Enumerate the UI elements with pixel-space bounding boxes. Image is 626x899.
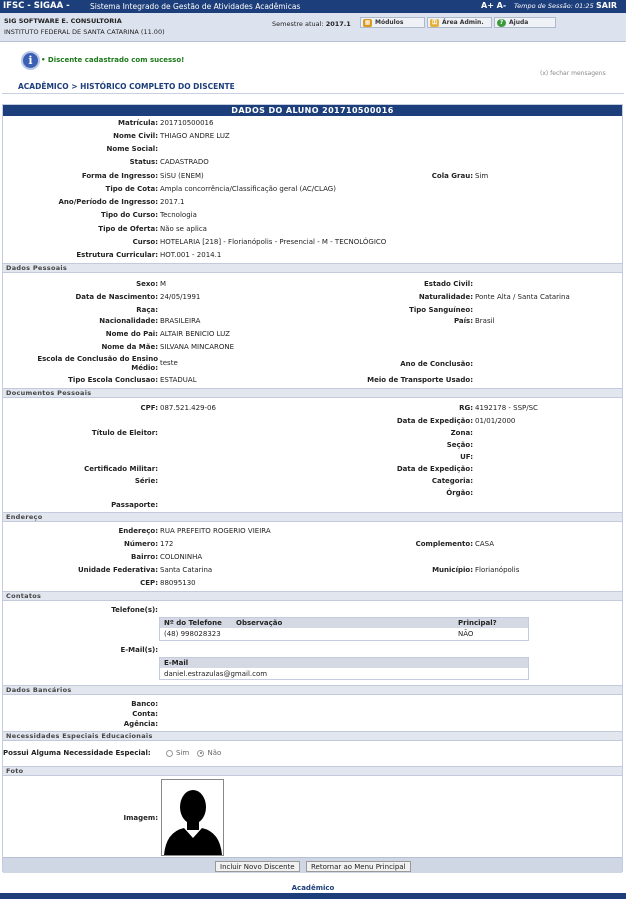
complement-value: CASA <box>475 540 495 548</box>
category-label: Categoria: <box>431 477 473 485</box>
section-personal: Dados Pessoais <box>3 263 622 273</box>
district-label: Bairro: <box>131 553 158 561</box>
rg-expedition-value: 01/01/2000 <box>475 417 516 425</box>
section-special-needs: Necessidades Especiais Educacionais <box>3 731 622 741</box>
school-type-value: ESTADUAL <box>160 376 197 384</box>
student-field-label: Tipo de Cota: <box>105 185 158 193</box>
city-value: Florianópolis <box>475 566 520 574</box>
modules-button[interactable] <box>360 17 425 28</box>
org-name: SIG SOFTWARE E. CONSULTORIA <box>4 17 122 25</box>
person-silhouette-icon <box>162 780 223 855</box>
nationality-value: BRASILEIRA <box>160 317 201 325</box>
radio-yes-label: Sim <box>176 749 190 757</box>
birth-value: 24/05/1991 <box>160 293 201 301</box>
cpf-label: CPF: <box>140 404 158 412</box>
father-label: Nome do Pai: <box>105 330 158 338</box>
military-cert-label: Certificado Militar: <box>84 465 158 473</box>
race-label: Raça: <box>136 306 158 314</box>
bottom-bar <box>0 893 626 899</box>
col-email: E-Mail <box>164 659 189 667</box>
form-footer <box>3 857 622 873</box>
section-address: Endereço <box>3 512 622 522</box>
school-label-line1: Escola de Conclusão do Ensino <box>37 355 158 363</box>
user-info-bar <box>0 13 626 42</box>
session-timer: Tempo de Sessão: 01:25 <box>514 2 594 10</box>
student-field-value: THIAGO ANDRE LUZ <box>160 132 230 140</box>
semester-value: 2017.1 <box>325 20 351 28</box>
street-value: RUA PREFEITO ROGERIO VIEIRA <box>160 527 271 535</box>
phones-table <box>159 617 529 641</box>
emails-label: E-Mail(s): <box>120 646 158 654</box>
message-text: • Discente cadastrado com sucesso! <box>41 56 185 64</box>
col-observation: Observação <box>236 619 283 627</box>
student-field-label: Cola Grau: <box>431 172 473 180</box>
cert-expedition-label: Data de Expedição: <box>396 465 473 473</box>
phones-label: Telefone(s): <box>111 606 158 614</box>
system-name: Sistema Integrado de Gestão de Atividades Acadêmicas <box>90 2 301 11</box>
conclusion-year-label: Ano de Conclusão: <box>400 360 473 368</box>
radio-no-label: Não <box>207 749 222 757</box>
cpf-value: 087.521.429-06 <box>160 404 216 412</box>
student-record-panel <box>2 104 623 872</box>
number-label: Número: <box>124 540 158 548</box>
student-field-label: Tipo de Oferta: <box>98 225 158 233</box>
passport-label: Passaporte: <box>111 501 158 509</box>
uf-label: UF: <box>460 453 473 461</box>
birth-label: Data de Nascimento: <box>75 293 158 301</box>
student-field-label: Curso: <box>132 238 158 246</box>
help-label: Ajuda <box>509 19 529 26</box>
city-label: Município: <box>432 566 473 574</box>
col-phone: Nº do Telefone <box>164 619 222 627</box>
organ-label: Órgão: <box>446 489 473 497</box>
admin-area-button[interactable] <box>427 17 492 28</box>
student-field-label: Tipo do Curso: <box>100 211 158 219</box>
country-value: Brasil <box>475 317 495 325</box>
panel-caption: DADOS DO ALUNO 201710500016 <box>3 105 622 116</box>
message-content: Discente cadastrado com sucesso! <box>47 56 185 64</box>
nationality-label: Nacionalidade: <box>99 317 158 325</box>
marital-label: Estado Civil: <box>424 280 473 288</box>
semester-label: Semestre atual: <box>272 20 324 28</box>
modules-icon: ▦ <box>364 19 371 26</box>
zone-label: Zona: <box>450 429 473 437</box>
phones-table-header <box>160 618 528 628</box>
student-field-value: 201710500016 <box>160 119 214 127</box>
special-needs-options <box>160 749 221 758</box>
student-field-label: Estrutura Curricular: <box>76 251 158 259</box>
state-value: Santa Catarina <box>160 566 213 574</box>
student-field-value: 2017.1 <box>160 198 185 206</box>
transport-label: Meio de Transporte Usado: <box>367 376 473 384</box>
district-value: COLONINHA <box>160 553 203 561</box>
agency-label: Agência: <box>123 720 158 728</box>
mother-label: Nome da Mãe: <box>101 343 158 351</box>
student-field-label: Nome Social: <box>106 145 158 153</box>
school-label-line2: Médio: <box>131 364 158 372</box>
radio-no[interactable] <box>197 750 204 757</box>
rg-value: 4192178 - SSP/SC <box>475 404 538 412</box>
phone-number: (48) 998028323 <box>164 630 221 638</box>
section-photo: Foto <box>3 766 622 776</box>
section-documents: Documentos Pessoais <box>3 388 622 398</box>
voter-title-label: Título de Eleitor: <box>91 429 158 437</box>
emails-table <box>159 657 529 680</box>
complement-label: Complemento: <box>415 540 473 548</box>
rg-expedition-label: Data de Expedição: <box>396 417 473 425</box>
institution-name: INSTITUTO FEDERAL DE SANTA CATARINA (11.00) <box>4 28 165 36</box>
number-value: 172 <box>160 540 174 548</box>
top-bar <box>0 0 626 13</box>
student-field-value: HOTELARIA [218] - Florianópolis - Presencial - M - TECNOLÓGICO <box>160 238 387 246</box>
radio-yes[interactable] <box>166 750 173 757</box>
emails-table-header <box>160 658 528 668</box>
success-message <box>0 46 626 80</box>
help-button[interactable] <box>494 17 556 28</box>
bank-label: Banco: <box>131 700 158 708</box>
country-label: País: <box>453 317 473 325</box>
footer-academic-link[interactable]: Acadêmico <box>291 884 335 892</box>
app-brand: IFSC - SIGAA - <box>3 1 70 11</box>
return-menu-button[interactable]: Retornar ao Menu Principal <box>306 861 411 872</box>
blood-label: Tipo Sanguíneo: <box>409 306 473 314</box>
admin-key-icon: ⚿ <box>430 19 439 27</box>
special-needs-label: Possui Alguma Necessidade Especial: <box>3 749 151 757</box>
admin-label: Área Admin. <box>442 19 484 26</box>
current-semester <box>272 20 351 28</box>
breadcrumb: ACADÊMICO > HISTÓRICO COMPLETO DO DISCENTE <box>2 81 624 94</box>
school-label <box>0 355 158 373</box>
student-field-value: Tecnologia <box>160 211 197 219</box>
help-icon: ? <box>497 19 506 27</box>
col-main: Principal? <box>458 619 497 627</box>
student-field-label: Forma de Ingresso: <box>81 172 158 180</box>
font-size-controls[interactable]: A+ A- <box>481 1 507 10</box>
zip-value: 88095130 <box>160 579 196 587</box>
student-photo <box>161 779 224 856</box>
student-field-value: Sim <box>475 172 489 180</box>
street-label: Endereço: <box>118 527 158 535</box>
student-field-value: CADASTRADO <box>160 158 209 166</box>
account-label: Conta: <box>132 710 158 718</box>
sex-value: M <box>160 280 167 288</box>
zip-label: CEP: <box>140 579 158 587</box>
naturality-value: Ponte Alta / Santa Catarina <box>475 293 570 301</box>
logout-link[interactable]: SAIR <box>596 1 618 10</box>
state-label: Unidade Federativa: <box>77 566 158 574</box>
school-value: teste <box>160 359 178 367</box>
student-field-value: Não se aplica <box>160 225 207 233</box>
section-contacts: Contatos <box>3 591 622 601</box>
student-field-value: HOT.001 - 2014.1 <box>160 251 222 259</box>
student-field-label: Status: <box>129 158 158 166</box>
series-label: Série: <box>134 477 158 485</box>
close-messages-link[interactable]: (x) fechar mensagens <box>540 70 606 77</box>
add-student-button[interactable]: Incluir Novo Discente <box>215 861 300 872</box>
image-label: Imagem: <box>123 814 158 822</box>
table-row <box>160 629 528 640</box>
section-label: Seção: <box>446 441 473 449</box>
sex-label: Sexo: <box>136 280 158 288</box>
modules-label: Módulos <box>375 19 404 26</box>
mother-value: SILVANA MINCARONE <box>160 343 235 351</box>
rg-label: RG: <box>459 404 473 412</box>
father-value: ALTAIR BENICIO LUZ <box>160 330 230 338</box>
student-field-label: Matrícula: <box>118 119 158 127</box>
naturality-label: Naturalidade: <box>418 293 473 301</box>
email-value: daniel.estrazulas@gmail.com <box>164 670 268 678</box>
section-bank: Dados Bancários <box>3 685 622 695</box>
student-field-label: Nome Civil: <box>113 132 158 140</box>
school-type-label: Tipo Escola Conclusao: <box>68 376 158 384</box>
student-field-label: Ano/Período de Ingresso: <box>58 198 158 206</box>
student-field-value: Ampla concorrência/Classificação geral (AC/CLAG) <box>160 185 336 193</box>
info-icon: i <box>21 51 40 70</box>
student-field-value: SiSU (ENEM) <box>160 172 204 180</box>
phone-main: NÃO <box>458 630 474 638</box>
